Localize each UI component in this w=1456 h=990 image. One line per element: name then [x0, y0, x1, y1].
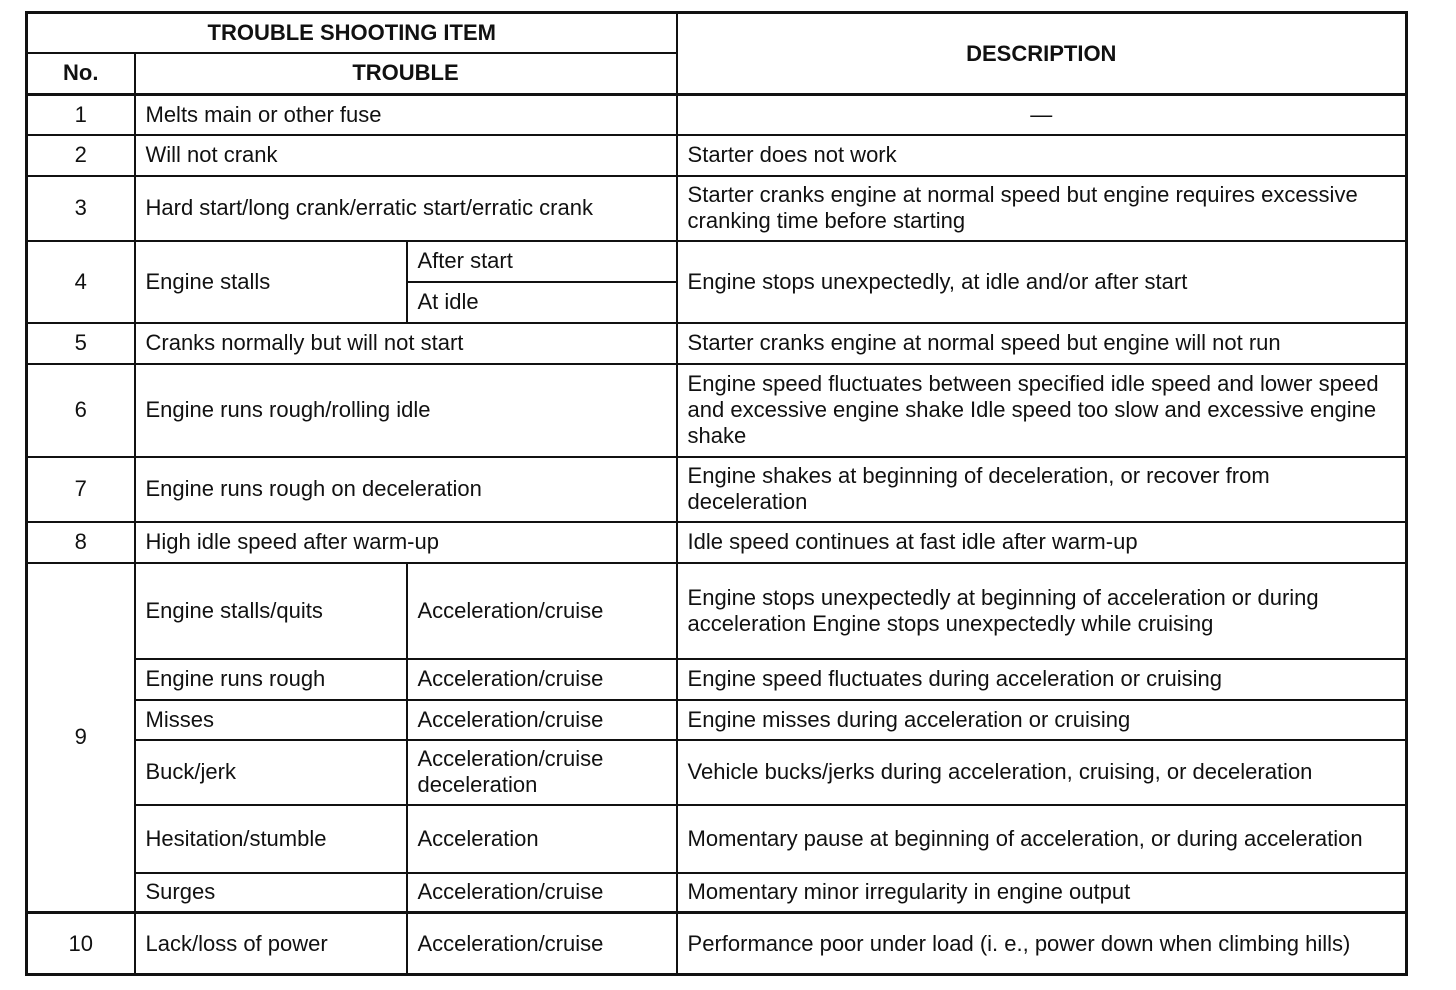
- description-cell: Engine stops unexpectedly at beginning of acceleration or during acceleration Engine stops unexpectedly while cruising: [677, 563, 1407, 659]
- description-cell: Idle speed continues at fast idle after warm-up: [677, 522, 1407, 563]
- row-number: 10: [27, 913, 135, 975]
- condition-cell: After start: [407, 241, 677, 282]
- table-row: [27, 364, 1407, 457]
- condition-cell: Acceleration/cruise: [407, 563, 677, 659]
- table-row: [27, 913, 1407, 975]
- row-number: 7: [27, 457, 135, 522]
- header-no: No.: [27, 53, 135, 95]
- condition-cell: Acceleration/cruise: [407, 659, 677, 700]
- row-number: 1: [27, 95, 135, 135]
- trouble-cell: Lack/loss of power: [135, 913, 407, 975]
- trouble-cell: Hard start/long crank/erratic start/erratic crank: [135, 176, 677, 241]
- row-number: 3: [27, 176, 135, 241]
- table-row: [27, 522, 1407, 563]
- table-row: [27, 659, 1407, 700]
- condition-cell: Acceleration: [407, 805, 677, 873]
- table-row: [27, 805, 1407, 873]
- trouble-cell: Cranks normally but will not start: [135, 323, 677, 364]
- troubleshooting-table: [25, 11, 1408, 976]
- row-number: 8: [27, 522, 135, 563]
- header-troubleshooting-item: TROUBLE SHOOTING ITEM: [27, 13, 677, 53]
- trouble-cell: High idle speed after warm-up: [135, 522, 677, 563]
- row-number: 5: [27, 323, 135, 364]
- description-cell: Momentary pause at beginning of acceleration, or during acceleration: [677, 805, 1407, 873]
- condition-cell: Acceleration/cruise: [407, 913, 677, 975]
- description-cell: Starter does not work: [677, 135, 1407, 176]
- trouble-cell: Will not crank: [135, 135, 677, 176]
- header-trouble: TROUBLE: [135, 53, 677, 95]
- trouble-cell: Engine stalls: [135, 241, 407, 323]
- row-number: 2: [27, 135, 135, 176]
- trouble-cell: Buck/jerk: [135, 740, 407, 805]
- condition-cell: At idle: [407, 282, 677, 323]
- row-number: 4: [27, 241, 135, 323]
- trouble-cell: Misses: [135, 700, 407, 740]
- condition-cell: Acceleration/cruise: [407, 700, 677, 740]
- description-cell: Vehicle bucks/jerks during acceleration, cruising, or deceleration: [677, 740, 1407, 805]
- row-number: 9: [27, 563, 135, 913]
- row-number: 6: [27, 364, 135, 457]
- condition-cell: Acceleration/cruise deceleration: [407, 740, 677, 805]
- trouble-cell: Melts main or other fuse: [135, 95, 677, 135]
- table-row: [27, 95, 1407, 135]
- description-cell: Engine speed fluctuates between specified idle speed and lower speed and excessive engine shake Idle speed too slow and excessive engine shake: [677, 364, 1407, 457]
- description-cell: Engine shakes at beginning of deceleration, or recover from deceleration: [677, 457, 1407, 522]
- description-cell: Engine speed fluctuates during acceleration or cruising: [677, 659, 1407, 700]
- trouble-cell: Engine runs rough/rolling idle: [135, 364, 677, 457]
- table-row: [27, 457, 1407, 522]
- trouble-cell: Hesitation/stumble: [135, 805, 407, 873]
- condition-cell: Acceleration/cruise: [407, 873, 677, 913]
- description-cell: Momentary minor irregularity in engine output: [677, 873, 1407, 913]
- description-cell: Engine misses during acceleration or cruising: [677, 700, 1407, 740]
- table-row: [27, 135, 1407, 176]
- description-cell: Starter cranks engine at normal speed but engine requires excessive cranking time before starting: [677, 176, 1407, 241]
- trouble-cell: Engine runs rough on deceleration: [135, 457, 677, 522]
- description-cell: Performance poor under load (i. e., power down when climbing hills): [677, 913, 1407, 975]
- description-cell: Starter cranks engine at normal speed but engine will not run: [677, 323, 1407, 364]
- description-cell: —: [677, 95, 1407, 135]
- table-row: [27, 563, 1407, 659]
- table-row: [27, 176, 1407, 241]
- trouble-cell: Engine runs rough: [135, 659, 407, 700]
- table-row: [27, 323, 1407, 364]
- description-cell: Engine stops unexpectedly, at idle and/or after start: [677, 241, 1407, 323]
- trouble-cell: Engine stalls/quits: [135, 563, 407, 659]
- header-description: DESCRIPTION: [677, 13, 1407, 95]
- table-row: [27, 241, 1407, 282]
- table-row: [27, 700, 1407, 740]
- trouble-cell: Surges: [135, 873, 407, 913]
- table-row: [27, 873, 1407, 913]
- table-row: [27, 740, 1407, 805]
